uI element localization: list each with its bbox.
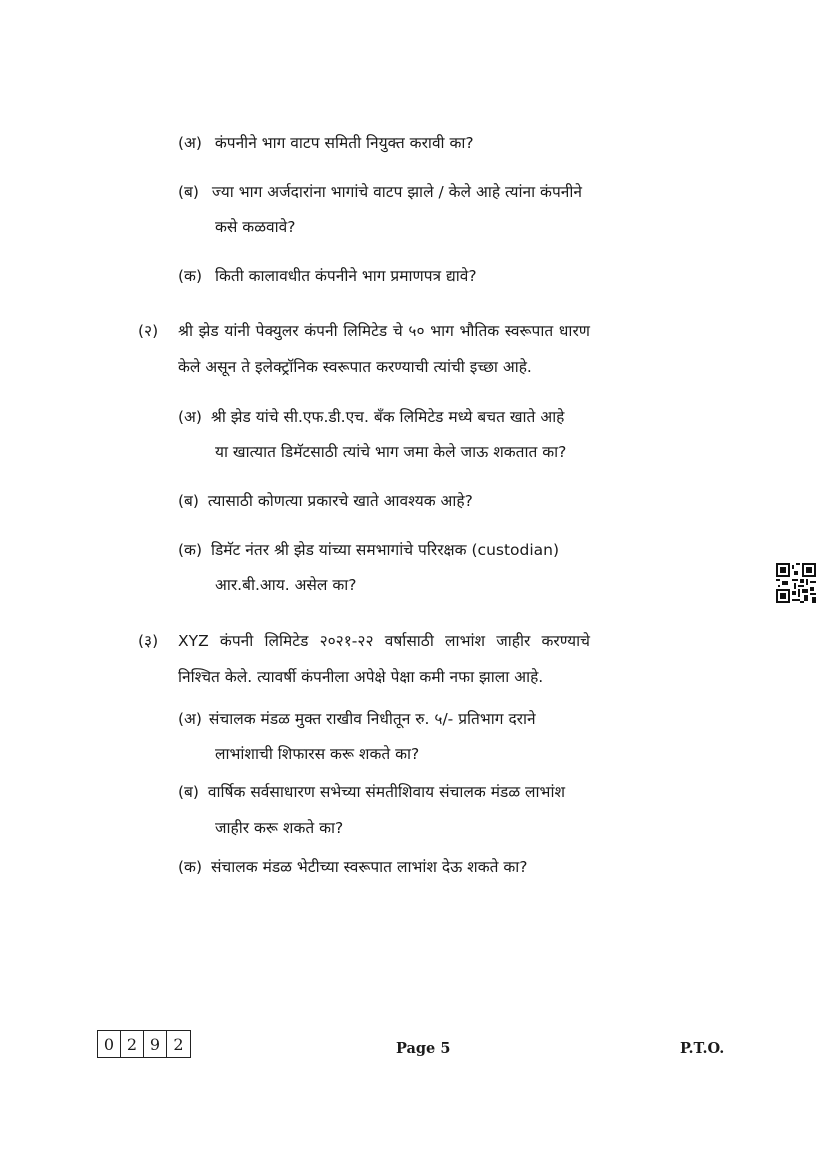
- sub-label: (ब): [178, 783, 199, 801]
- code-digit: 9: [144, 1031, 167, 1057]
- q3-sub-a-line2: लाभांशाची शिफारस करू शकते का?: [215, 745, 420, 763]
- q1-sub-b: [178, 181, 582, 203]
- q3-sub-c: [178, 856, 528, 878]
- sub-text: ज्या भाग अर्जदारांना भागांचे वाटप झाले / केले आहे त्यांना कंपनीने: [211, 183, 582, 201]
- q3-sub-b: [178, 781, 565, 803]
- sub-text: कंपनीने भाग वाटप समिती नियुक्त करावी का?: [214, 134, 474, 152]
- q1-sub-a: [178, 132, 474, 154]
- code-digit: 0: [98, 1031, 121, 1057]
- q3-text-line1: XYZ कंपनी लिमिटेड २०२१-२२ वर्षासाठी लाभांश जाहीर करण्याचे: [178, 632, 590, 650]
- q3-sub-b-line2: जाहीर करू शकते का?: [215, 819, 344, 837]
- sub-text: त्यासाठी कोणत्या प्रकारचे खाते आवश्यक आहे?: [207, 492, 473, 510]
- sub-label: (ब): [178, 492, 199, 510]
- q1-sub-c: [178, 265, 477, 287]
- sub-text: वार्षिक सर्वसाधारण सभेच्या संमतीशिवाय संचालक मंडळ लाभांश: [207, 783, 566, 801]
- q3-label: (३): [138, 632, 159, 650]
- sub-text: श्री झेड यांचे सी.एफ.डी.एच. बँक लिमिटेड मध्ये बचत खाते आहे: [210, 408, 565, 426]
- q2-sub-c: [178, 539, 559, 561]
- sub-label: (ब): [178, 183, 199, 201]
- q2-text-line1: श्री झेड यांनी पेक्युलर कंपनी लिमिटेड चे ५० भाग भौतिक स्वरूपात धारण: [178, 322, 590, 340]
- code-digit: 2: [173, 1034, 184, 1054]
- pto-label: P.T.O.: [680, 1040, 725, 1057]
- code-digit: 2: [121, 1031, 144, 1057]
- q2-text-line2: केले असून ते इलेक्ट्रॉनिक स्वरूपात करण्याची त्यांची इच्छा आहे.: [178, 358, 532, 376]
- page-number: Page 5: [396, 1040, 451, 1057]
- q2-sub-a-line2: या खात्यात डिमॅटसाठी त्यांचे भाग जमा केले जाऊ शकतात का?: [215, 443, 567, 461]
- sub-label: (अ): [178, 710, 202, 728]
- sub-label: (अ): [178, 408, 202, 426]
- sub-text: डिमॅट नंतर श्री झेड यांच्या समभागांचे परिरक्षक (custodian): [210, 541, 560, 559]
- qr-code-icon: [776, 563, 816, 603]
- q2-sub-a: [178, 406, 564, 428]
- sub-text: संचालक मंडळ मुक्त राखीव निधीतून रु. ५/- प्रतिभाग दराने: [208, 710, 536, 728]
- sub-text: किती कालावधीत कंपनीने भाग प्रमाणपत्र द्यावे?: [214, 267, 477, 285]
- q2-label: (२): [138, 322, 159, 340]
- sub-label: (क): [178, 858, 202, 876]
- q1-sub-b-line2: कसे कळवावे?: [215, 218, 296, 236]
- q3-sub-a: [178, 708, 536, 730]
- q2-sub-c-line2: आर.बी.आय. असेल का?: [215, 576, 357, 594]
- sub-label: (अ): [178, 134, 202, 152]
- q3-text-line2: निश्चित केले. त्यावर्षी कंपनीला अपेक्षे पेक्षा कमी नफा झाला आहे.: [178, 668, 544, 686]
- q2-sub-b: [178, 490, 473, 512]
- sub-text: संचालक मंडळ भेटीच्या स्वरूपात लाभांश देऊ शकते का?: [210, 858, 528, 876]
- sub-label: (क): [178, 267, 202, 285]
- paper-code-box: [97, 1030, 191, 1058]
- sub-label: (क): [178, 541, 202, 559]
